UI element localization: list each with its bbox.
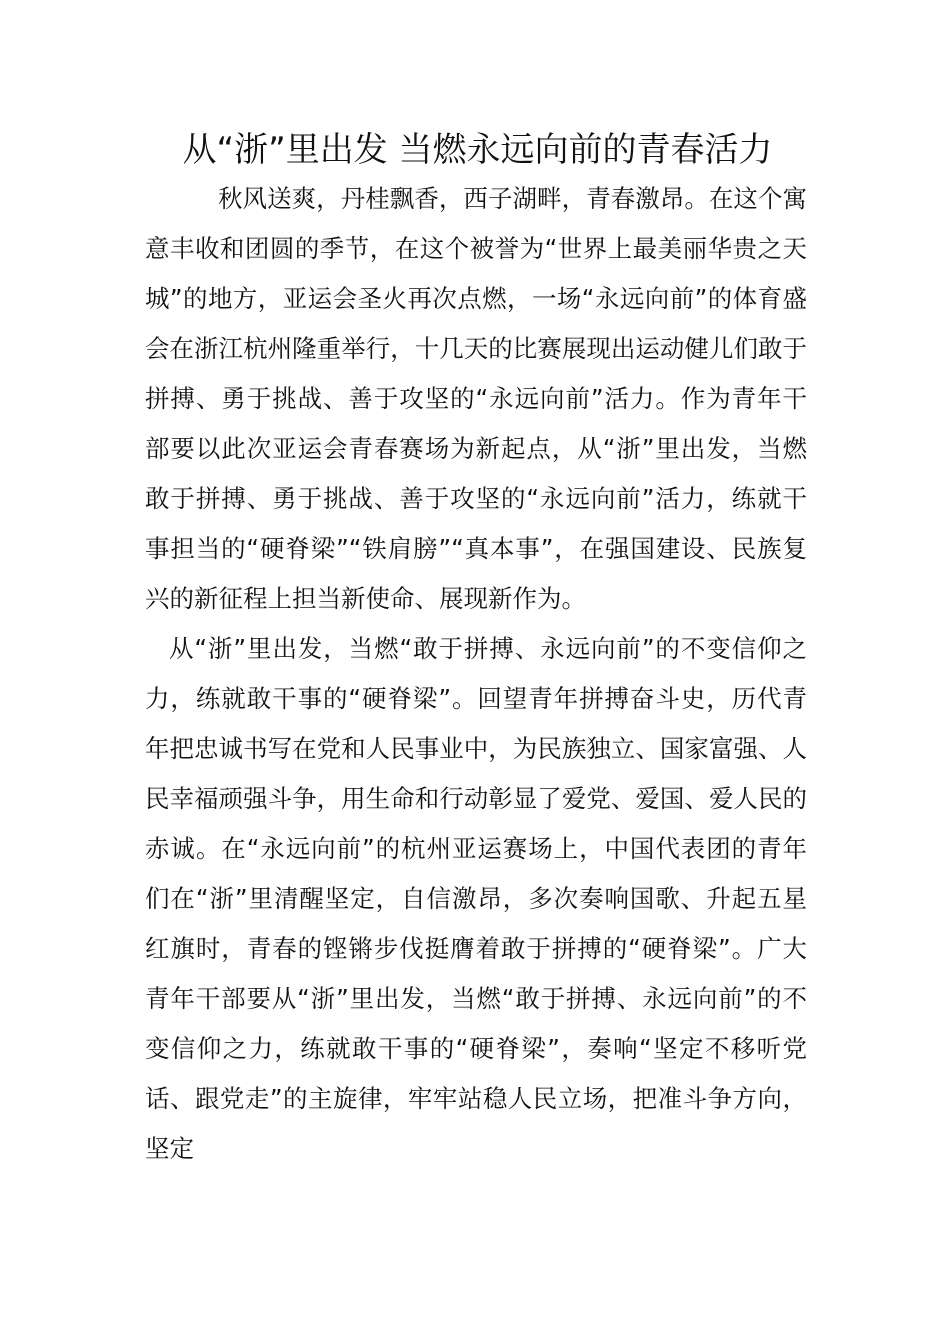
document-title: 从“浙”里出发 当燃永远向前的青春活力 [182,130,773,170]
paragraph-intro: 秋风送爽，丹桂飘香，西子湖畔，青春激昂。在这个寓意丰收和团圆的季节，在这个被誉为“世界上最美丽华贵之天城”的地方，亚运会圣火再次点燃，一场“永远向前”的体育盛会在浙江杭州隆重举行，十几天的比赛展现出运动健儿们敢于拼搏、勇于挑战、善于攻坚的“永远向前”活力。作为青年干部要以此次亚运会青春赛场为新起点，从“浙”里出发，当燃敢于拼搏、勇于挑战、善于攻坚的“永远向前”活力，练就干事担当的“硬脊梁”“铁肩膀”“真本事”，在强国建设、民族复兴的新征程上担当新使命、展现新作为。 [145,184,807,613]
document-body [145,174,807,1174]
paragraph-faith-backbone: 从“浙”里出发，当燃“敢于拼搏、永远向前”的不变信仰之力，练就敢干事的“硬脊梁”。回望青年拼搏奋斗史，历代青年把忠诚书写在党和人民事业中，为民族独立、国家富强、人民幸福顽强斗争，用生命和行动彰显了爱党、爱国、爱人民的赤诚。在“永远向前”的杭州亚运赛场上，中国代表团的青年们在“浙”里清醒坚定，自信激昂，多次奏响国歌、升起五星红旗时，青春的铿锵步伐挺膺着敢于拼搏的“硬脊梁”。广大青年干部要从“浙”里出发，当燃“敢于拼搏、永远向前”的不变信仰之力，练就敢干事的“硬脊梁”，奏响“坚定不移听党话、跟党走”的主旋律，牢牢站稳人民立场，把准斗争方向，坚定 [145,634,807,1163]
